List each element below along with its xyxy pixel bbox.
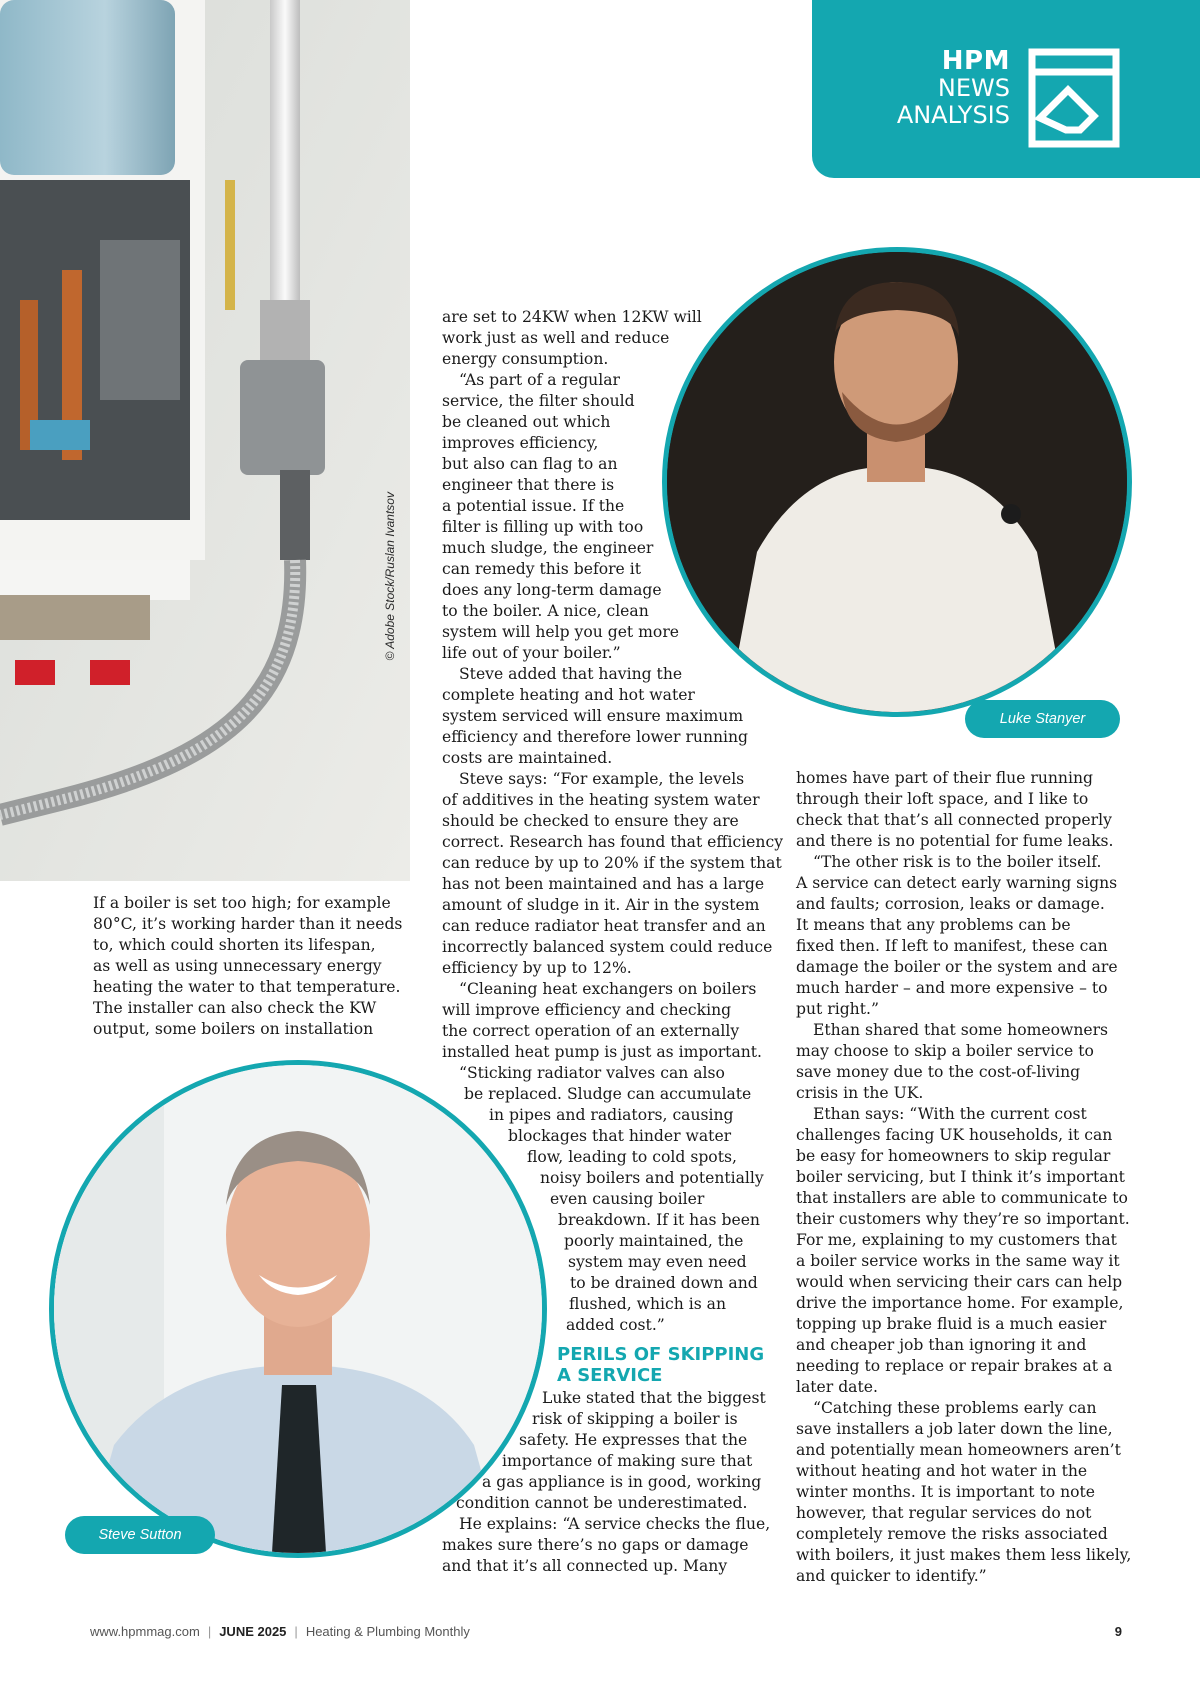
paragraph-line: boiler servicing, but I think it’s important (796, 1168, 1125, 1186)
paragraph-line: “Catching these problems early can (813, 1399, 1097, 1417)
paragraph-line: Ethan shared that some homeowners (813, 1021, 1109, 1039)
paragraph-line: winter months. It is important to note (796, 1483, 1096, 1501)
paragraph-line: installed heat pump is just as important. (442, 1043, 763, 1061)
paragraph-line: safety. He expresses that the (519, 1431, 748, 1449)
paragraph-line: a potential issue. If the (442, 497, 625, 515)
banner-text (897, 48, 1010, 129)
article-column-1 (93, 893, 413, 1040)
paragraph-line: system may even need (568, 1253, 747, 1271)
paragraph-line: system serviced will ensure maximum (442, 707, 744, 725)
paragraph-line: should be checked to ensure they are (442, 812, 739, 830)
paragraph-line: blockages that hinder water (508, 1127, 732, 1145)
paragraph-line: fixed then. If left to manifest, these can (796, 937, 1108, 955)
paragraph-line: and quicker to identify.” (796, 1567, 987, 1585)
paragraph-line: efficiency by up to 12%. (442, 959, 632, 977)
paragraph-line: homes have part of their flue running (796, 769, 1093, 787)
footer-publication: Heating & Plumbing Monthly (305, 1624, 470, 1639)
paragraph-line: and potentially mean homeowners aren’t (796, 1441, 1121, 1459)
paragraph-line: Ethan says: “With the current cost (813, 1105, 1087, 1123)
paragraph-line: heating the water to that temperature. (93, 978, 401, 996)
paragraph-line: would when servicing their cars can help (796, 1273, 1123, 1291)
paragraph-line: later date. (796, 1378, 878, 1396)
paragraph-line: flushed, which is an (569, 1295, 727, 1313)
paragraph-line: be cleaned out which (442, 413, 611, 431)
paragraph-line: and cheaper job than ignoring it and (796, 1336, 1087, 1354)
paragraph-line: be replaced. Sludge can accumulate (464, 1085, 752, 1103)
paragraph-line: may choose to skip a boiler service to (796, 1042, 1094, 1060)
paragraph-line: save installers a job later down the line, (796, 1420, 1113, 1438)
paragraph-line: makes sure there’s no gaps or damage (442, 1536, 749, 1554)
paragraph-line: much sludge, the engineer (442, 539, 654, 557)
paragraph-line: crisis in the UK. (796, 1084, 924, 1102)
paragraph-line: a boiler service works in the same way it (796, 1252, 1120, 1270)
steve-sutton-portrait (49, 1060, 547, 1558)
paragraph-line: through their loft space, and I like to (796, 790, 1089, 808)
paragraph-line: flow, leading to cold spots, (527, 1148, 737, 1166)
paragraph-line: Steve says: “For example, the levels (459, 770, 745, 788)
paragraph-line: life out of your boiler.” (442, 644, 621, 662)
paragraph-line: and that it’s all connected up. Many (442, 1557, 728, 1575)
section-banner (812, 0, 1200, 178)
paragraph-line: “Sticking radiator valves can also (459, 1064, 725, 1082)
steve-portrait-illustration (54, 1065, 542, 1553)
paragraph-line: needing to replace or repair brakes at a (796, 1357, 1113, 1375)
paragraph-line: incorrectly balanced system could reduce (442, 938, 773, 956)
paragraph-line: Steve added that having the (459, 665, 683, 683)
paragraph-line: challenges facing UK households, it can (796, 1126, 1113, 1144)
paragraph-line: breakdown. If it has been (558, 1211, 760, 1229)
steve-caption: Steve Sutton (65, 1516, 215, 1554)
paragraph-line: improves efficiency, (442, 434, 599, 452)
banner-line-2: NEWS (937, 74, 1010, 102)
paragraph-line: damage the boiler or the system and are (796, 958, 1118, 976)
paragraph-line: of additives in the heating system water (442, 791, 760, 809)
paragraph-line: much harder – and more expensive – to (796, 979, 1108, 997)
footer-website[interactable]: www.hpmmag.com (90, 1624, 200, 1639)
paragraph-line: without heating and hot water in the (796, 1462, 1088, 1480)
paragraph-line: to be drained down and (570, 1274, 758, 1292)
paragraph-line: It means that any problems can be (796, 916, 1071, 934)
paragraph-line: and faults; corrosion, leaks or damage. (796, 895, 1105, 913)
boiler-photo (0, 0, 410, 881)
paragraph-line: energy consumption. (442, 350, 609, 368)
paragraph-line: “Cleaning heat exchangers on boilers (459, 980, 757, 998)
paragraph-line: their customers why they’re so important. (796, 1210, 1130, 1228)
paragraph-line: and there is no potential for fume leaks. (796, 832, 1114, 850)
page-number: 9 (1114, 1624, 1122, 1639)
paragraph-line: even causing boiler (550, 1190, 705, 1208)
paragraph-line: the correct operation of an externally (442, 1022, 740, 1040)
paragraph-line: system will help you get more (442, 623, 680, 641)
boiler-illustration (0, 0, 410, 881)
paragraph-line: efficiency and therefore lower running (442, 728, 749, 746)
paragraph-line: be easy for homeowners to skip regular (796, 1147, 1111, 1165)
paragraph-line: complete heating and hot water (442, 686, 695, 704)
paragraph-line: For me, explaining to my customers that (796, 1231, 1117, 1249)
paragraph-line: He explains: “A service checks the flue, (459, 1515, 771, 1533)
page-footer (90, 1624, 1122, 1646)
paragraph-line: engineer that there is (442, 476, 615, 494)
paragraph-line: condition cannot be underestimated. (456, 1494, 748, 1512)
paragraph-line: Luke stated that the biggest (542, 1389, 766, 1407)
paragraph-line: a gas appliance is in good, working (482, 1473, 762, 1491)
paragraph-line: If a boiler is set too high; for example (93, 894, 391, 912)
paragraph-line: will improve efficiency and checking (442, 1001, 732, 1019)
paragraph-line: can reduce radiator heat transfer and an (442, 917, 766, 935)
luke-caption: Luke Stanyer (965, 700, 1120, 738)
paragraph-line: noisy boilers and potentially (540, 1169, 764, 1187)
heading-line-1: PERILS OF SKIPPING (557, 1344, 765, 1365)
banner-line-3: ANALYSIS (896, 101, 1010, 129)
paragraph-line: are set to 24KW when 12KW will (442, 308, 702, 326)
paragraph-line: check that that’s all connected properly (796, 811, 1112, 829)
footer-separator: | (294, 1624, 298, 1639)
paragraph-line: has not been maintained and has a large (442, 875, 765, 893)
paragraph-line: does any long-term damage (442, 581, 662, 599)
paragraph-line: work just as well and reduce (442, 329, 670, 347)
paragraph-line: The installer can also check the KW (93, 999, 377, 1017)
paragraph-line: to, which could shorten its lifespan, (93, 936, 376, 954)
paragraph-line: 80°C, it’s working harder than it needs (93, 915, 403, 933)
paragraph-line: service, the filter should (442, 392, 635, 410)
news-analysis-icon (1028, 48, 1120, 148)
paragraph-line: however, that regular services do not (796, 1504, 1092, 1522)
paragraph-line: output, some boilers on installation (93, 1020, 374, 1038)
paragraph-line: save money due to the cost-of-living (796, 1063, 1081, 1081)
photo-credit: © Adobe Stock/Ruslan Ivantsov (383, 492, 397, 661)
heading-line-2: A SERVICE (557, 1365, 663, 1386)
paragraph-line: A service can detect early warning signs (796, 874, 1118, 892)
paragraph-line: filter is filling up with too (442, 518, 644, 536)
paragraph-line: risk of skipping a boiler is (532, 1410, 738, 1428)
paragraph-line: to the boiler. A nice, clean (442, 602, 649, 620)
paragraph-line: “As part of a regular (459, 371, 620, 389)
paragraph-line: that installers are able to communicate to (796, 1189, 1128, 1207)
paragraph-line: poorly maintained, the (564, 1232, 744, 1250)
article-column-3 (796, 768, 1132, 1587)
paragraph-line: completely remove the risks associated (796, 1525, 1108, 1543)
paragraph-line: amount of sludge in it. Air in the system (442, 896, 760, 914)
paragraph-line: correct. Research has found that efficiency (442, 833, 783, 851)
paragraph-line: put right.” (796, 1000, 879, 1018)
paragraph-line: “The other risk is to the boiler itself. (813, 853, 1102, 871)
paragraph-line: drive the importance home. For example, (796, 1294, 1124, 1312)
paragraph-line: topping up brake fluid is a much easier (796, 1315, 1107, 1333)
paragraph-line: as well as using unnecessary energy (93, 957, 382, 975)
paragraph-line: importance of making sure that (502, 1452, 753, 1470)
paragraph-line: with boilers, it just makes them less likely, (796, 1546, 1132, 1564)
paragraph-line: costs are maintained. (442, 749, 613, 767)
footer-date: JUNE 2025 (219, 1624, 287, 1639)
banner-line-1: HPM (941, 46, 1010, 76)
footer-separator: | (207, 1624, 212, 1639)
paragraph-line: can remedy this before it (442, 560, 641, 578)
paragraph-line: in pipes and radiators, causing (489, 1106, 734, 1124)
paragraph-line: can reduce by up to 20% if the system that (442, 854, 782, 872)
paragraph-line: added cost.” (566, 1316, 665, 1334)
paragraph-line: but also can flag to an (442, 455, 618, 473)
